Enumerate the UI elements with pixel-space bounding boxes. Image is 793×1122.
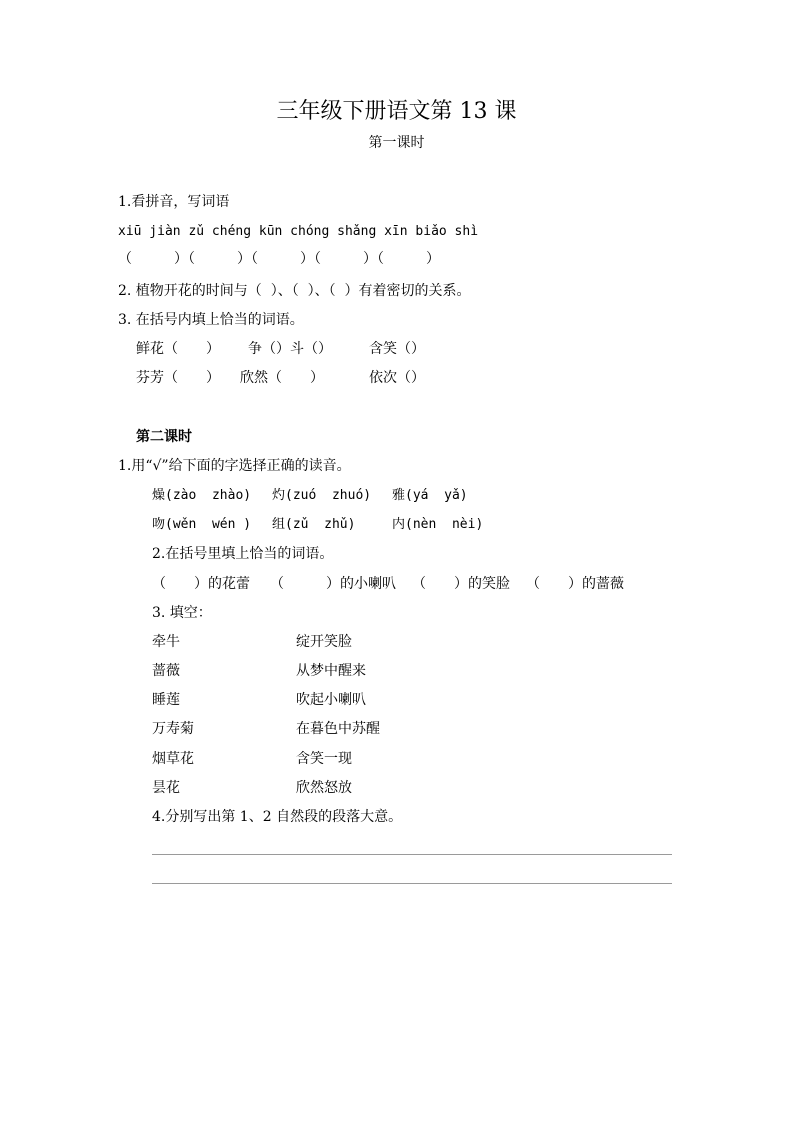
match-right: 在暮色中苏醒: [296, 721, 380, 737]
lesson1-heading: 第一课时: [368, 135, 425, 151]
fill-item: 芬芳（ ）: [136, 370, 220, 386]
fill-item: （ ）的笑脸: [412, 576, 510, 592]
fill-item: 依次（）: [369, 370, 425, 386]
fill-item: （ ）的花蕾: [152, 576, 250, 592]
answer-line: [152, 883, 672, 884]
lesson1-question2: 2. 植物开花的时间与（ ）、（ ）、（ ）有着密切的关系。: [118, 283, 471, 299]
match-left: 睡莲: [152, 692, 180, 708]
match-right: 含笑一现: [296, 751, 352, 767]
match-left: 烟草花: [152, 751, 194, 767]
reading-item: 雅(yá yǎ): [392, 488, 468, 503]
fill-item: （ ）的蔷薇: [526, 576, 624, 592]
match-right: 欣然怒放: [296, 780, 352, 796]
match-right: 绽开笑脸: [296, 634, 352, 650]
reading-item: 内(nèn nèi): [392, 517, 484, 532]
match-left: 万寿菊: [152, 721, 194, 737]
match-left: 蔷薇: [152, 663, 180, 679]
lesson1-question1: 1.看拼音，写词语: [118, 194, 230, 210]
lesson1-question3: 3. 在括号内填上恰当的词语。: [118, 312, 304, 328]
lesson2-question1: 1.用“√”给下面的字选择正确的读音。: [118, 458, 351, 474]
match-left: 牵牛: [152, 634, 180, 650]
reading-item: 燥(zào zhào): [152, 488, 252, 503]
lesson2-question4: 4.分别写出第 1、2 自然段的段落大意。: [152, 809, 403, 825]
answer-blanks: （ ）（ ）（ ）（ ）（ ）: [118, 251, 440, 267]
fill-item: 欣然（ ）: [240, 370, 324, 386]
lesson2-question2: 2.在括号里填上恰当的词语。: [152, 546, 334, 562]
match-right: 吹起小喇叭: [296, 692, 366, 708]
fill-item: 鲜花（ ）: [136, 341, 220, 357]
reading-item: 灼(zuó zhuó): [272, 488, 372, 503]
reading-item: 组(zǔ zhǔ): [272, 517, 356, 532]
lesson2-question3: 3. 填空：: [152, 605, 212, 621]
fill-item: 争（）斗（）: [248, 341, 332, 357]
page-title: 三年级下册语文第 13 课: [276, 99, 517, 124]
match-left: 昙花: [152, 780, 180, 796]
pinyin-line: xiū jiàn zǔ chéng kūn chóng shǎng xīn biǎo shì: [118, 224, 479, 239]
fill-item: （ ）的小喇叭: [270, 576, 396, 592]
reading-item: 吻(wěn wén ): [152, 517, 252, 532]
fill-item: 含笑（）: [369, 341, 425, 357]
answer-line: [152, 854, 672, 855]
match-right: 从梦中醒来: [296, 663, 366, 679]
lesson2-heading: 第二课时: [136, 429, 192, 445]
